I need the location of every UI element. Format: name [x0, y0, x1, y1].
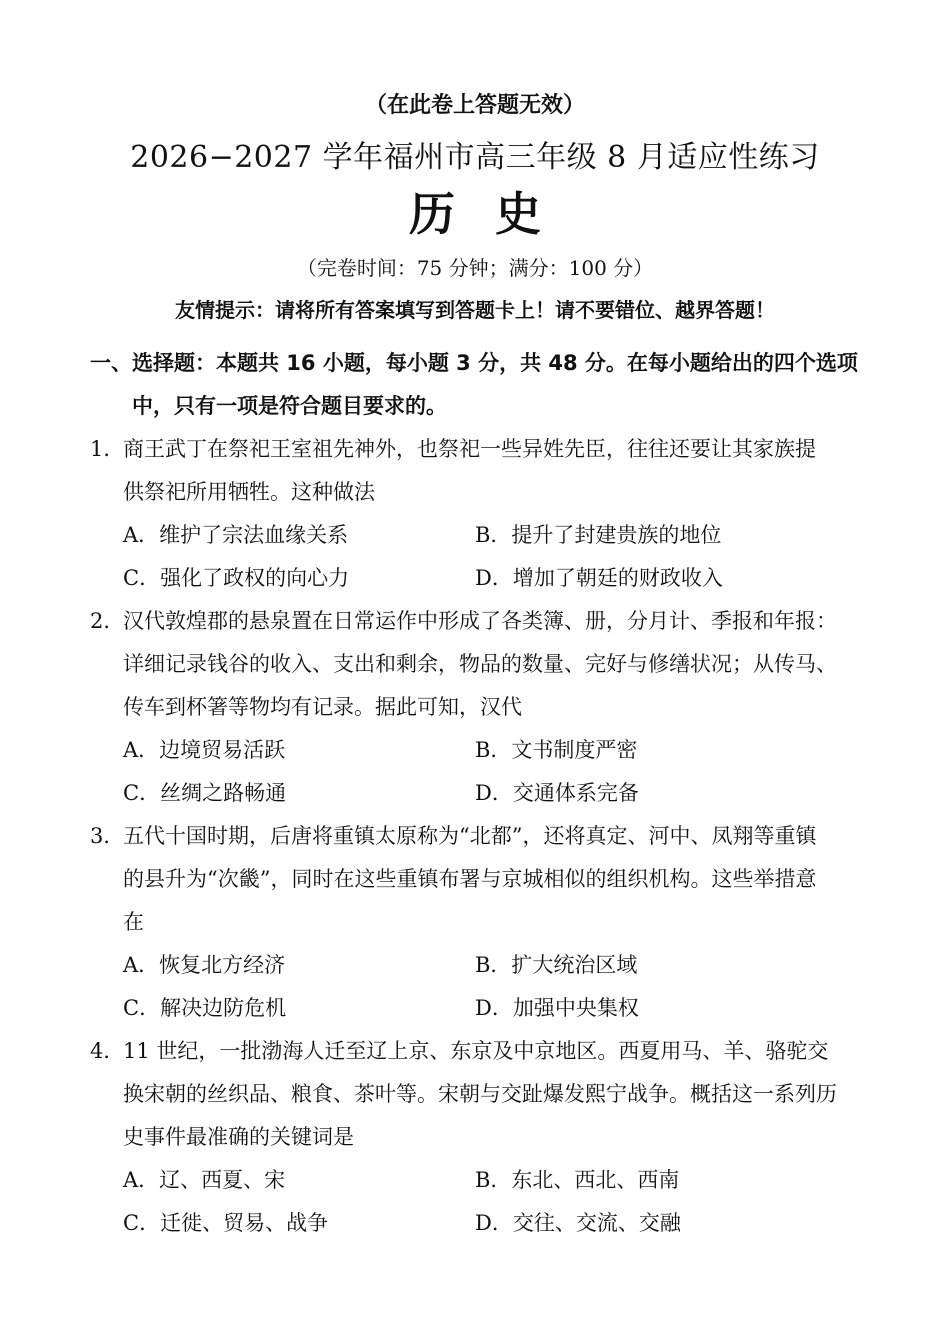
option-a: A．边境贸易活跃: [123, 738, 286, 762]
question-stem-line: 传车到杯箸等物均有记录。据此可知，汉代: [123, 695, 522, 719]
section-heading: [90, 342, 870, 428]
invalid-notice: （在此卷上答题无效）: [364, 93, 585, 118]
question-stem-line: 换宋朝的丝织品、粮食、茶叶等。宋朝与交趾爆发熙宁战争。概括这一系列历: [123, 1082, 837, 1106]
option-d: D．交通体系完备: [475, 781, 639, 805]
question-options: [90, 729, 870, 815]
option-d: D．交往、交流、交融: [475, 1211, 681, 1235]
option-b: B．提升了封建贵族的地位: [475, 523, 722, 547]
question-4: [90, 1030, 870, 1245]
question-options: [90, 1159, 870, 1245]
question-number: 2．: [90, 609, 125, 633]
option-b: B．文书制度严密: [475, 738, 638, 762]
time-info: （完卷时间：75 分钟；满分：100 分）: [296, 256, 654, 280]
question-stem-line: 供祭祀所用牺牲。这种做法: [123, 480, 375, 504]
option-a: A．辽、西夏、宋: [123, 1168, 286, 1192]
option-c: C．迁徙、贸易、战争: [123, 1211, 329, 1235]
question-options: [90, 514, 870, 600]
option-c: C．解决边防危机: [123, 996, 287, 1020]
option-c: C．丝绸之路畅通: [123, 781, 287, 805]
option-d: D．加强中央集权: [475, 996, 639, 1020]
section-heading-line: 一、选择题：本题共 16 小题，每小题 3 分，共 48 分。在每小题给出的四个选项: [90, 351, 858, 375]
question-stem-line: 4．11 世纪，一批渤海人迁至辽上京、东京及中京地区。西夏用马、羊、骆驼交: [90, 1030, 870, 1073]
subject-title: 历史: [409, 187, 581, 241]
option-a: A．维护了宗法血缘关系: [123, 523, 349, 547]
question-1: [90, 428, 870, 600]
option-d: D．增加了朝廷的财政收入: [475, 566, 723, 590]
question-stem-line: 史事件最准确的关键词是: [123, 1125, 354, 1149]
question-list: [90, 428, 870, 1245]
exam-title: 2026−2027 学年福州市高三年级 8 月适应性练习: [130, 140, 820, 175]
question-stem-line: 在: [123, 910, 144, 934]
question-number: 1．: [90, 437, 125, 461]
option-b: B．扩大统治区域: [475, 953, 638, 977]
option-a: A．恢复北方经济: [123, 953, 286, 977]
question-stem-line: 1．商王武丁在祭祀王室祖先神外，也祭祀一些异姓先臣，往往还要让其家族提: [90, 428, 870, 471]
question-number: 4．: [90, 1039, 125, 1063]
question-number: 3．: [90, 824, 125, 848]
question-stem-line: 详细记录钱谷的收入、支出和剩余，物品的数量、完好与修缮状况；从传马、: [123, 652, 837, 676]
option-c: C．强化了政权的向心力: [123, 566, 350, 590]
question-stem-line: 的县升为“次畿”，同时在这些重镇布署与京城相似的组织机构。这些举措意: [123, 867, 817, 891]
section-heading-line: 中，只有一项是符合题目要求的。: [132, 394, 447, 418]
question-3: [90, 815, 870, 1030]
question-options: [90, 944, 870, 1030]
question-2: [90, 600, 870, 815]
option-b: B．东北、西北、西南: [475, 1168, 680, 1192]
question-stem-line: 2．汉代敦煌郡的悬泉置在日常运作中形成了各类簿、册，分月计、季报和年报：: [90, 600, 870, 643]
question-stem-line: 3．五代十国时期，后唐将重镇太原称为“北都”，还将真定、河中、凤翔等重镇: [90, 815, 870, 858]
friendly-tip: 友情提示：请将所有答案填写到答题卡上！请不要错位、越界答题！: [175, 298, 775, 322]
